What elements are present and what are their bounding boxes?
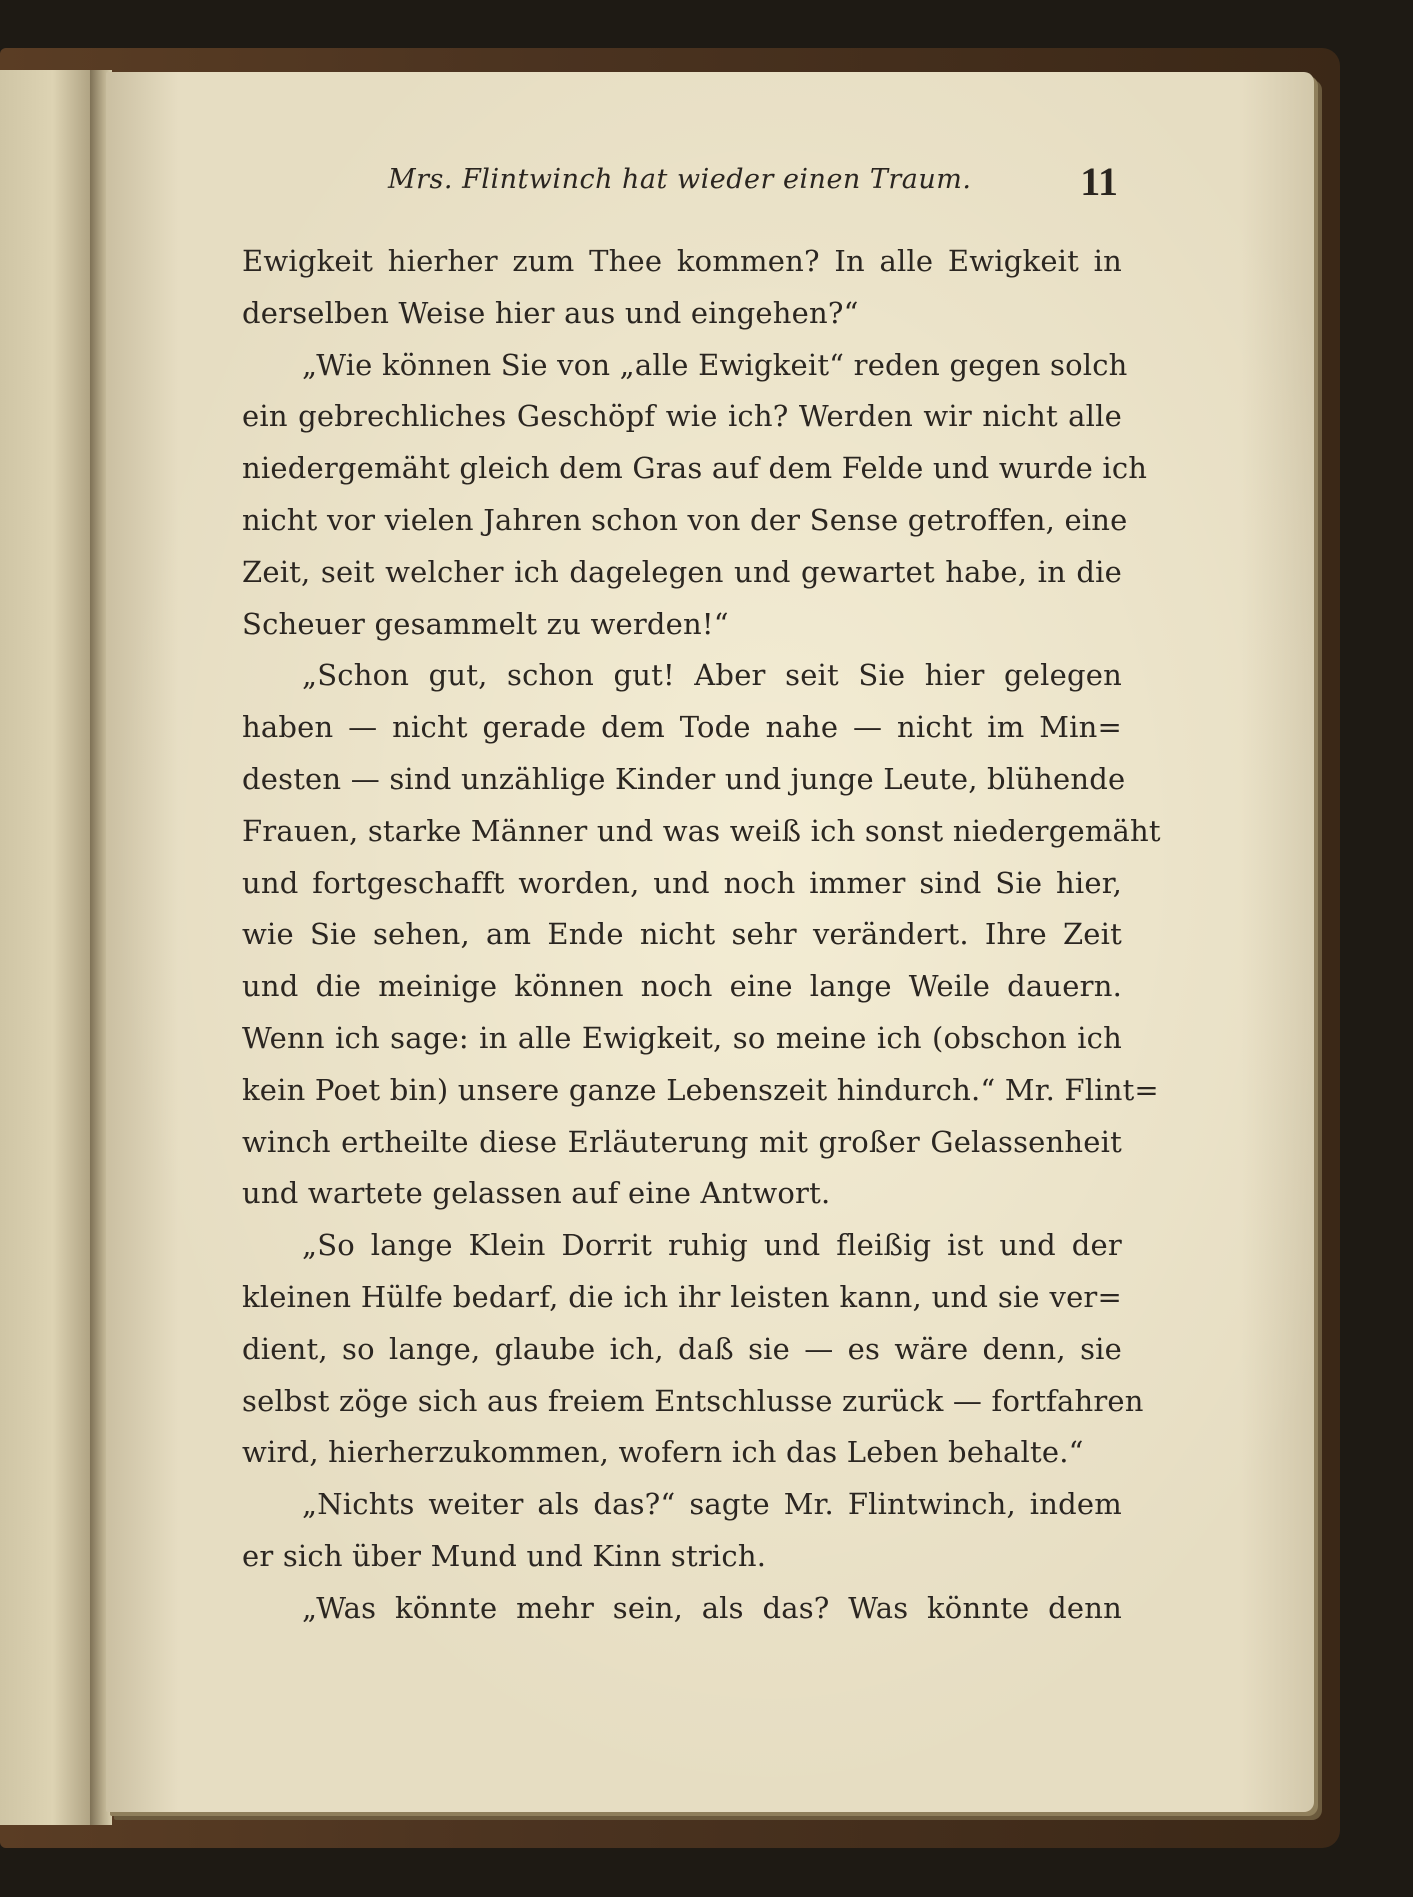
body-text — [242, 236, 1161, 1635]
text-line: Zeit, seit welcher ich dagelegen und gewartet habe, in die — [242, 554, 1122, 589]
text-line: er sich über Mund und Kinn strich. — [242, 1538, 767, 1573]
text-line: „Was könnte mehr sein, als das? Was könnte denn — [302, 1590, 1122, 1625]
text-line: und fortgeschafft worden, und noch immer sind Sie hier, — [242, 865, 1122, 900]
text-line: niedergemäht gleich dem Gras auf dem Felde und wurde ich — [242, 451, 1148, 486]
text-line: desten — sind unzählige Kinder und junge Leute, blühende — [242, 761, 1126, 796]
text-line: derselben Weise hier aus und eingehen?“ — [242, 295, 859, 330]
text-line: dient, so lange, glaube ich, daß sie — es wäre denn, sie — [242, 1331, 1122, 1366]
text-line: Ewigkeit hierher zum Thee kommen? In alle Ewigkeit in — [242, 244, 1122, 278]
text-line: Scheuer gesammelt zu werden!“ — [242, 606, 729, 641]
text-line: nicht vor vielen Jahren schon von der Sense getroffen, eine — [242, 502, 1128, 537]
text-line: wie Sie sehen, am Ende nicht sehr verändert. Ihre Zeit — [242, 917, 1122, 952]
page-number: 11 — [1080, 159, 1118, 204]
text-line: „Nichts weiter als das?“ sagte Mr. Flintwinch, indem — [302, 1487, 1122, 1522]
text-line: Wenn ich sage: in alle Ewigkeit, so meine ich (obschon ich — [242, 1020, 1122, 1055]
text-line: kleinen Hülfe bedarf, die ich ihr leisten kann, und sie ver= — [242, 1279, 1122, 1314]
text-line: „Wie können Sie von „alle Ewigkeit“ reden gegen solch — [302, 347, 1128, 382]
text-line: „So lange Klein Dorrit ruhig und fleißig ist und der — [302, 1228, 1122, 1263]
text-line: wird, hierherzukommen, wofern ich das Leben behalte.“ — [242, 1435, 1084, 1470]
left-page-edge — [0, 70, 98, 1825]
text-line: ein gebrechliches Geschöpf wie ich? Werden wir nicht alle — [242, 399, 1122, 434]
text-line: kein Poet bin) unsere ganze Lebenszeit hindurch.“ Mr. Flint= — [242, 1072, 1159, 1107]
text-line: und die meinige können noch eine lange Weile dauern. — [242, 969, 1122, 1004]
text-line: „Schon gut, schon gut! Aber seit Sie hier gelegen — [302, 658, 1122, 693]
text-line: winch ertheilte diese Erläuterung mit großer Gelassenheit — [242, 1124, 1122, 1159]
text-line: Frauen, starke Männer und was weiß ich sonst niedergemäht — [242, 813, 1161, 848]
page-header — [388, 158, 1118, 208]
running-title: Mrs. Flintwinch hat wieder einen Traum. — [388, 164, 972, 195]
text-line: haben — nicht gerade dem Tode nahe — nicht im Min= — [242, 710, 1122, 745]
text-line: und wartete gelassen auf eine Antwort. — [242, 1176, 831, 1211]
text-line: selbst zöge sich aus freiem Entschlusse zurück — fortfahren — [242, 1383, 1144, 1418]
